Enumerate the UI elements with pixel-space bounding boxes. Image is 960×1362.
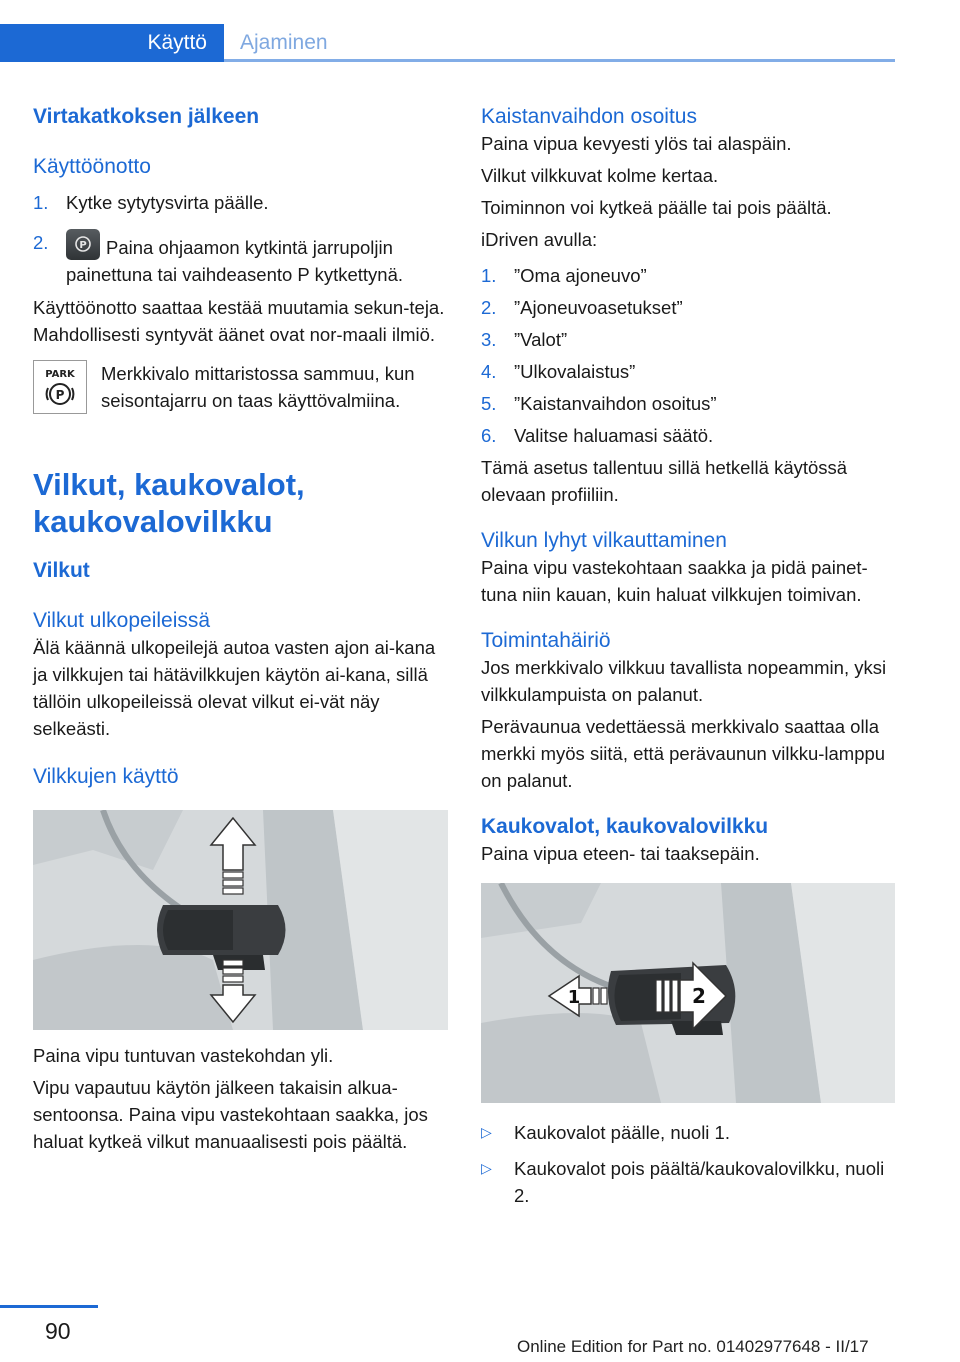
step-text: ”Ajoneuvoasetukset” [514,297,683,318]
list-item [33,189,448,216]
paragraph: iDriven avulla: [481,229,598,250]
svg-text:P: P [55,388,65,402]
paragraph-hairio-1: Jos merkkivalo vilkkuu tavallista nopeammin, yksi vilkkulampuista on palanut. [481,657,887,705]
heading-virtakatkos: Virtakatkoksen jälkeen [33,105,260,128]
startup-steps [33,189,448,288]
heading-vilkut-main: Vilkut, kaukovalot, kaukovalovilkku [33,467,305,539]
park-indicator-icon [33,360,87,414]
step-text: Paina ohjaamon kytkintä jarrupoljin painettuna tai vaihdeasento P kytkettynä. [66,237,404,285]
step-number: 2. [33,232,49,253]
svg-text:P: P [79,240,87,251]
bullet-triangle-icon: ▷ [481,1160,492,1176]
arrow-2-label: 2 [692,984,706,1008]
list-item [481,294,896,321]
paragraph-hairio-2: Perävaunua vedettäessä merkkivalo saattaa olla merkki myös siitä, että perävaunun vilkku-lamppu on palanut. [481,716,886,791]
step-number: 1. [33,192,49,213]
heading-toimintahairio: Toimintahäiriö [481,629,611,652]
bullet-text: Kaukovalot päälle, nuoli 1. [514,1122,730,1143]
paragraph-ulkopeileissa: Älä käännä ulkopeilejä autoa vasten ajon ai-kana ja vilkkujen tai hätävilkkujen käytön ai-kana, sillä tällöin ulkopeileissä olevat vilkut ei-vät näy selkeästi. [33,637,436,739]
step-number: 3. [481,329,497,350]
turn-signal-lever-illustration [33,810,448,1030]
step-number: 5. [481,393,497,414]
heading-lyhyt-vilkautus: Vilkun lyhyt vilkauttaminen [481,529,727,552]
step-number: 1. [481,265,497,286]
paragraph-vipu-vapautuu: Vipu vapautuu käytön jälkeen takaisin alkua-sentoonsa. Paina vipu vastekohtaan saakka, jos haluat kytkeä vilkut manuaalisesti pois päältä. [33,1077,428,1152]
high-beam-lever-illustration [481,883,895,1103]
idrive-steps [481,262,896,449]
list-item [481,1119,896,1146]
paragraph: Paina vipua kevyesti ylös tai alaspäin. [481,133,792,154]
left-column [33,100,448,1155]
list-item [481,326,896,353]
paragraph-lyhyt: Paina vipu vastekohtaan saakka ja pidä painet-tuna niin kauan, kuin haluat vilkkujen toimivan. [481,557,868,605]
tab-kaytto[interactable]: Käyttö [0,24,224,62]
step-number: 2. [481,297,497,318]
paragraph-kestaa: Käyttöönotto saattaa kestää muutamia sekun-teja. Mahdollisesti syntyvät äänet ovat nor-maali ilmiö. [33,297,445,345]
edition-note: Online Edition for Part no. 01402977648 - II/17 [517,1337,869,1356]
paragraph: Toiminnon voi kytkeä päälle tai pois päältä. [481,197,832,218]
tab-ajaminen[interactable]: Ajaminen [240,31,328,54]
step-text: ”Ulkovalaistus” [514,361,636,382]
step-number: 4. [481,361,497,382]
park-note [33,360,448,414]
footer-rule [0,1305,98,1308]
list-item [481,358,896,385]
step-text: Valitse haluamasi säätö. [514,425,714,446]
step-text: ”Oma ajoneuvo” [514,265,647,286]
high-beam-list [481,1119,896,1209]
park-note-text: Merkkivalo mittaristossa sammuu, kun seisontajarru on taas käyttövalmiina. [101,363,415,411]
step-number: 6. [481,425,497,446]
list-item [481,1155,896,1209]
parking-brake-button-icon [66,229,100,260]
heading-vilkut: Vilkut [33,559,90,582]
bullet-text: Kaukovalot pois päältä/kaukovalovilkku, nuoli 2. [514,1158,885,1206]
paragraph-tallentuu: Tämä asetus tallentuu sillä hetkellä käytössä olevaan profiiliin. [481,457,848,505]
arrow-1-label: 1 [567,987,581,1008]
page-number: 90 [45,1318,71,1344]
step-text: Kytke sytytysvirta päälle. [66,192,269,213]
heading-vilkkujen-kaytto: Vilkkujen käyttö [33,765,179,788]
list-item [33,229,448,288]
heading-kaistanvaihdon: Kaistanvaihdon osoitus [481,105,697,128]
paragraph-kaukovalot: Paina vipua eteen- tai taaksepäin. [481,843,760,864]
list-item [481,422,896,449]
park-icon-label: PARK [45,369,75,380]
list-item [481,262,896,289]
paragraph: Vilkut vilkkuvat kolme kertaa. [481,165,719,186]
bullet-triangle-icon: ▷ [481,1124,492,1140]
heading-kaukovalot: Kaukovalot, kaukovalovilkku [481,815,769,838]
chapter-tabs [0,24,895,62]
paragraph-paina-vipu: Paina vipu tuntuvan vastekohdan yli. [33,1045,334,1066]
heading-kayttoonotto: Käyttöönotto [33,155,151,178]
right-column [481,100,896,1209]
list-item [481,390,896,417]
step-text: ”Valot” [514,329,568,350]
tab-underline [224,59,895,62]
step-text: ”Kaistanvaihdon osoitus” [514,393,717,414]
heading-ulkopeileissa: Vilkut ulkopeileissä [33,609,211,632]
